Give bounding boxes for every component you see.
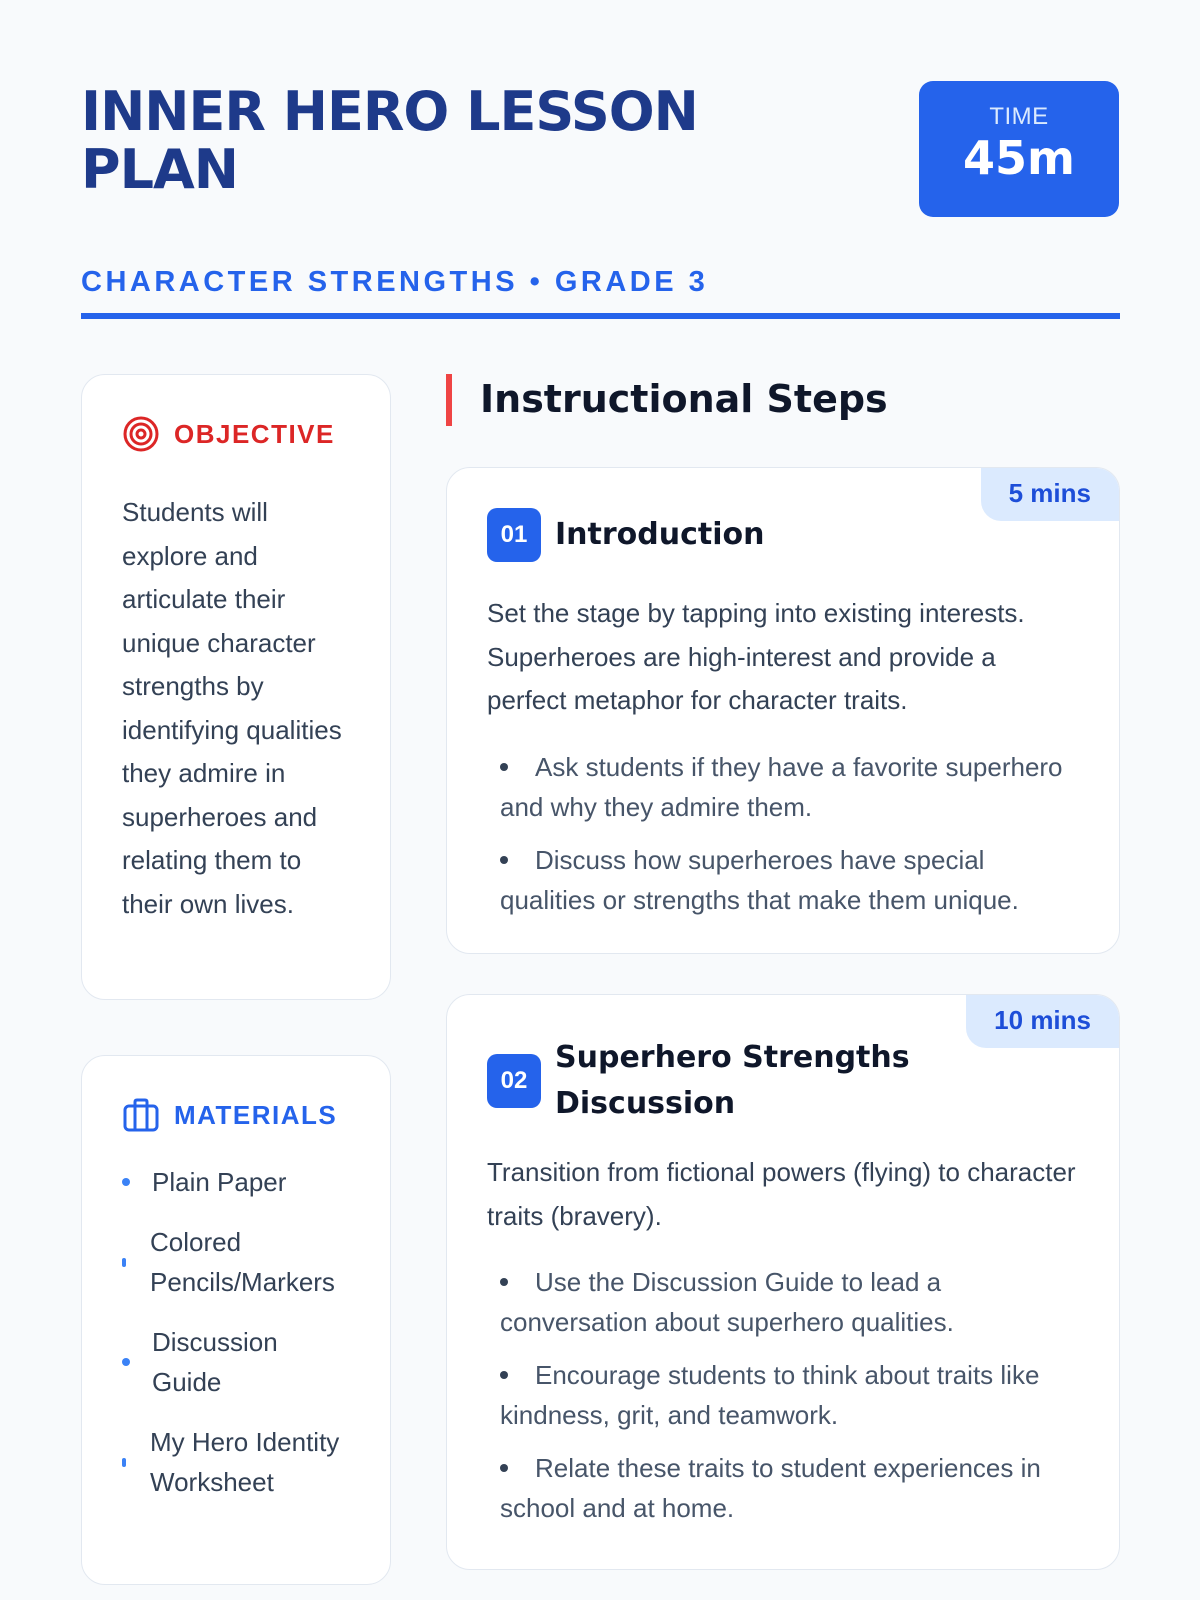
duration-badge: 10 mins — [966, 995, 1119, 1048]
step-title: Introduction — [555, 517, 765, 552]
step-card-introduction — [446, 467, 1120, 954]
materials-card — [81, 1055, 391, 1585]
material-label: Colored Pencils/Markers — [150, 1227, 335, 1297]
bullet-dot — [122, 1258, 126, 1267]
list-item — [122, 1422, 350, 1502]
briefcase-icon — [122, 1096, 160, 1134]
page-title: INNER HERO LESSON PLAN — [81, 80, 698, 201]
section-title: Instructional Steps — [446, 374, 888, 426]
material-label: My Hero Identity Worksheet — [150, 1427, 340, 1497]
materials-header — [122, 1096, 350, 1134]
list-item: Discuss how superheroes have special qualities or strengths that make them unique. — [500, 840, 1079, 920]
step-bullets — [487, 747, 1079, 920]
duration-badge: 5 mins — [981, 468, 1119, 521]
objective-header — [122, 415, 350, 453]
step-description: Set the stage by tapping into existing interests. Superheroes are high-interest and provide a perfect metaphor for character traits. — [487, 598, 1025, 715]
materials-heading: MATERIALS — [174, 1099, 338, 1130]
objective-heading: OBJECTIVE — [174, 418, 335, 449]
list-item — [122, 1322, 350, 1402]
list-item: Use the Discussion Guide to lead a conversation about superhero qualities. — [500, 1262, 1079, 1342]
list-item: Relate these traits to student experiences in school and at home. — [500, 1448, 1079, 1528]
bullet-dot — [122, 1178, 130, 1186]
header-divider — [81, 313, 1120, 319]
list-item — [122, 1222, 350, 1302]
bullet-dot — [122, 1358, 130, 1366]
target-icon — [122, 415, 160, 453]
material-label: Plain Paper — [152, 1167, 287, 1197]
bullet-dot — [122, 1458, 126, 1467]
time-value: 45m — [963, 131, 1075, 185]
step-header — [487, 1035, 1079, 1127]
step-bullets — [487, 1262, 1079, 1528]
objective-text: Students will explore and articulate their unique character strengths by identifying qualities they admire in superheroes and relating them to their own lives. — [122, 497, 342, 919]
step-number: 02 — [487, 1054, 541, 1108]
time-label: TIME — [989, 103, 1049, 130]
list-item: Encourage students to think about traits like kindness, grit, and teamwork. — [500, 1355, 1079, 1435]
header — [81, 80, 1119, 316]
list-item — [122, 1162, 350, 1202]
step-description: Transition from fictional powers (flying) to character traits (bravery). — [487, 1157, 1076, 1231]
list-item: Ask students if they have a favorite superhero and why they admire them. — [500, 747, 1079, 827]
time-badge — [919, 81, 1119, 217]
objective-card — [81, 374, 391, 1000]
step-title: Superhero Strengths Discussion — [555, 1040, 910, 1121]
step-card-discussion — [446, 994, 1120, 1570]
step-number: 01 — [487, 508, 541, 562]
page-subtitle: CHARACTER STRENGTHS • GRADE 3 — [81, 266, 709, 298]
material-label: Discussion Guide — [152, 1327, 278, 1397]
materials-list — [122, 1162, 350, 1502]
